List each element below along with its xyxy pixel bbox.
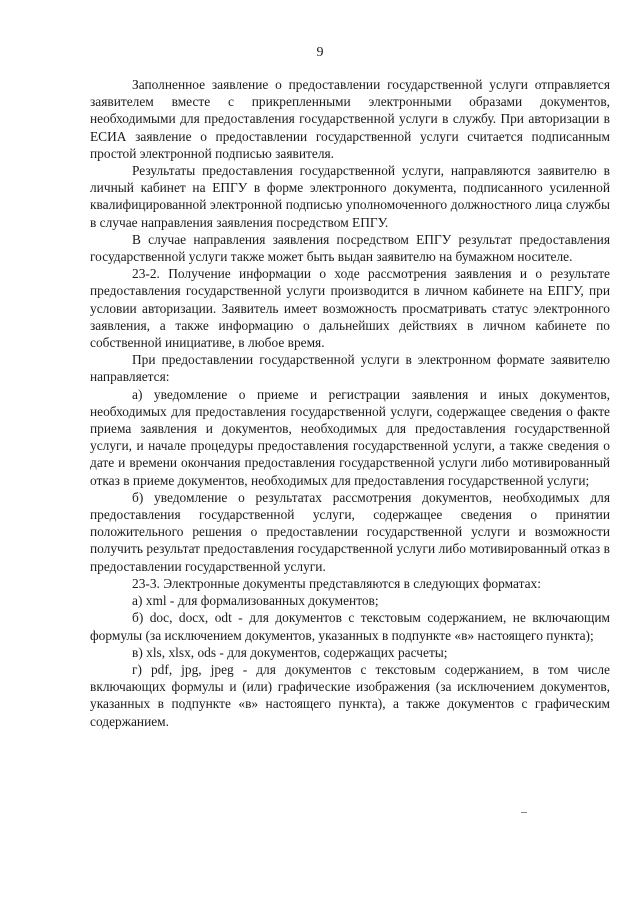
paragraph-item-b-notification: б) уведомление о результатах рассмотрения документов, необходимых для предоставления государственной услуги, содержащее сведения о принятии положительного решения о предоставлении государственной услуги и возможности получить результат предоставления государственной услуги либо мотивированный отказ в предоставлении государственной услуги. (90, 489, 610, 574)
document-body (90, 76, 610, 730)
paragraph-electronic-notifications: При предоставлении государственной услуги в электронном формате заявителю направляется: (90, 352, 610, 385)
paragraph-item-a-notification: а) уведомление о приеме и регистрации заявления и иных документов, необходимых для предоставления государственной услуги, содержащее сведения о факте приема заявления и документов, необходимых для предоставления государственной услуги, и начале процедуры предоставления государственной услуги, а также сведения о дате и времени окончания предоставления государственной услуги либо мотивированный отказ в приеме документов, необходимых для предоставления государственной услуги; (90, 386, 610, 488)
paragraph-format-pdf: г) pdf, jpg, jpeg - для документов с текстовым содержанием, в том числе включающих формулы и (или) графические изображения (за исключением документов, указанных в подпункте «в» настоящего пункта), а также документов с графическим содержанием. (90, 661, 610, 729)
page-number: 9 (316, 45, 324, 60)
paragraph-service-results: Результаты предоставления государственной услуги, направляются заявителю в личный кабинет на ЕПГУ в форме электронного документа, подписанного усиленной квалифицированной электронной подписью уполномоченного должностного лица службы в случае направления заявления посредством ЕПГУ. (90, 163, 610, 230)
paragraph-23-3: 23-3. Электронные документы представляются в следующих форматах: (132, 575, 541, 591)
paragraph-paper-result: В случае направления заявления посредством ЕПГУ результат предоставления государственной услуги также может быть выдан заявителю на бумажном носителе. (90, 231, 610, 265)
paragraph-23-2: 23-2. Получение информации о ходе рассмотрения заявления и о результате предоставления государственной услуги производится в личном кабинете на ЕПГУ, при условии авторизации. Заявитель имеет возможность просматривать статус электронного заявления, а также информацию о дальнейших действиях в личном кабинете по собственной инициативе, в любое время. (90, 266, 610, 351)
paragraph-format-xls: в) xls, xlsx, ods - для документов, содержащих расчеты; (132, 644, 448, 660)
paragraph-application-submission: Заполненное заявление о предоставлении государственной услуги отправляется заявителем вместе с прикрепленными электронными образами документов, необходимыми для предоставления государственной услуги в службу. При авторизации в ЕСИА заявление о предоставлении государственной услуги считается подписанным простой электронной подписью заявителя. (90, 77, 610, 161)
paragraph-format-doc: б) doc, docx, odt - для документов с текстовым содержанием, не включающим формулы (за исключением документов, указанных в подпункте «в» настоящего пункта); (90, 610, 610, 643)
scan-mark (521, 812, 527, 813)
paragraph-format-xml: а) xml - для формализованных документов; (132, 593, 379, 609)
